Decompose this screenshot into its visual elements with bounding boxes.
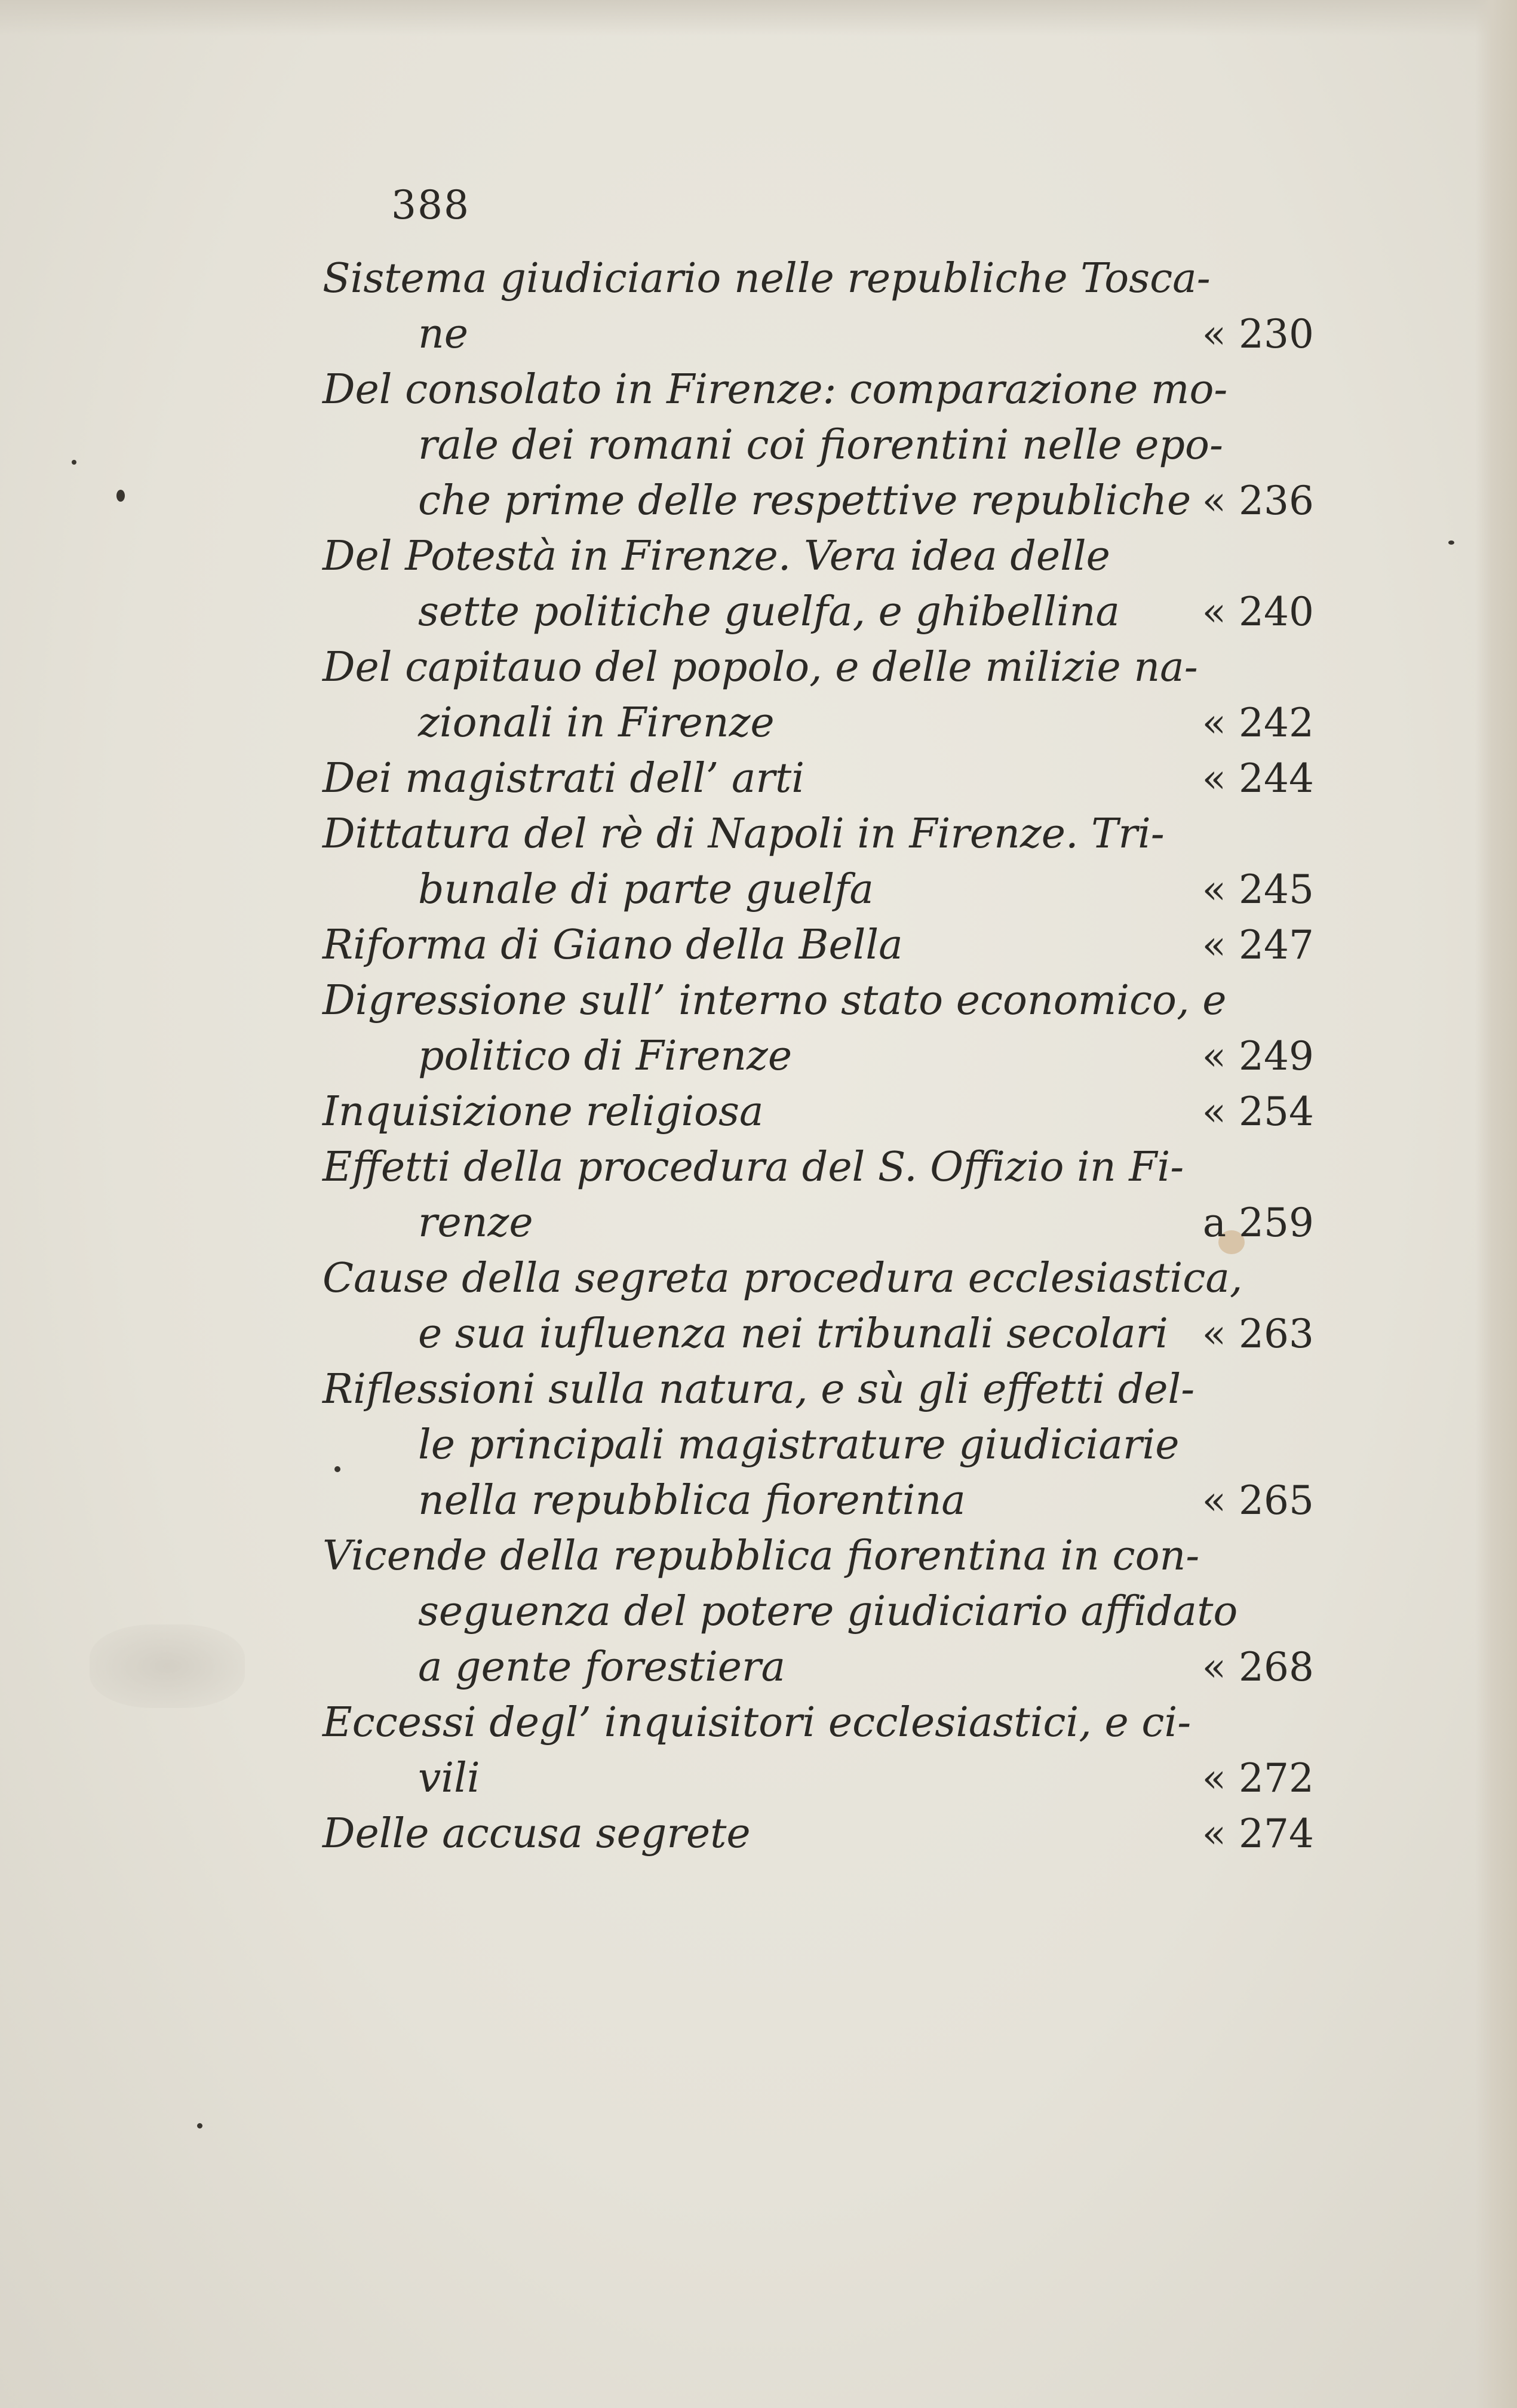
toc-page-reference: « 263 <box>1202 1311 1314 1357</box>
page-edge-shadow <box>1475 0 1517 2408</box>
toc-entry-text: Effetti della procedura del S. Offizio in Fi- <box>323 1144 1184 1191</box>
toc-entry <box>323 751 1314 806</box>
toc-entry-text: Dittatura del rè di Napoli in Firenze. Tri- <box>323 810 1165 858</box>
toc-entry-line <box>323 362 1314 417</box>
toc-entry-text: Cause della segreta procedura ecclesiastica, <box>323 1255 1243 1302</box>
toc-entry-text: che prime delle respettive republiche <box>418 477 1192 524</box>
toc-entry-text: zionali in Firenze <box>418 699 775 747</box>
toc-page-reference: « 254 <box>1202 1089 1314 1135</box>
toc-entry-line <box>323 751 1314 806</box>
toc-entry-line <box>323 1084 1314 1140</box>
toc-entry-line <box>323 1528 1314 1584</box>
toc-entry-line <box>323 973 1314 1028</box>
toc-entry-line <box>323 1306 1314 1362</box>
toc-entry <box>323 529 1314 640</box>
toc-entry-text: le principali magistrature giudiciarie <box>418 1421 1180 1469</box>
toc-page-reference: « 245 <box>1202 867 1314 913</box>
toc-entry-text: Riforma di Giano della Bella <box>323 922 903 969</box>
toc-entry-text: politico di Firenze <box>418 1033 793 1080</box>
table-of-contents <box>323 251 1314 1862</box>
toc-entry-line <box>323 695 1314 751</box>
toc-entry-text: nella repubblica fiorentina <box>418 1477 966 1524</box>
toc-entry <box>323 1528 1314 1695</box>
toc-entry-line <box>323 640 1314 695</box>
toc-entry-line <box>323 862 1314 917</box>
toc-entry-line <box>323 917 1314 973</box>
paper-stain <box>90 1624 245 1708</box>
toc-entry-text: a gente forestiera <box>418 1644 786 1691</box>
toc-entry-text: vili <box>418 1755 480 1802</box>
toc-entry-line <box>323 473 1314 529</box>
toc-page-reference: a 259 <box>1202 1200 1314 1246</box>
toc-entry-line <box>323 1695 1314 1750</box>
ink-speck <box>197 2123 202 2128</box>
toc-entry-text: Riflessioni sulla natura, e sù gli effetti del- <box>323 1366 1195 1413</box>
toc-entry <box>323 973 1314 1084</box>
toc-entry-text: Digressione sull’ interno stato economico, e <box>323 977 1227 1024</box>
toc-entry <box>323 1362 1314 1528</box>
toc-entry-text: Eccessi degl’ inquisitori ecclesiastici, e ci- <box>323 1699 1192 1746</box>
toc-page-reference: « 242 <box>1202 700 1314 746</box>
toc-page-reference: « 247 <box>1202 922 1314 968</box>
toc-page-reference: « 268 <box>1202 1644 1314 1690</box>
toc-entry-line <box>323 1473 1314 1528</box>
toc-entry <box>323 806 1314 917</box>
toc-entry-text: sette politiche guelfa, e ghibellina <box>418 588 1120 635</box>
toc-entry-text: seguenza del potere giudiciario affidato <box>418 1588 1238 1635</box>
toc-page-reference: « 236 <box>1202 478 1314 524</box>
toc-entry-text: Del consolato in Firenze: comparazione mo- <box>323 366 1228 413</box>
toc-entry-text: bunale di parte guelfa <box>418 866 874 913</box>
toc-entry-line <box>323 1140 1314 1195</box>
toc-entry <box>323 1695 1314 1806</box>
toc-entry <box>323 917 1314 973</box>
toc-entry-text: rale dei romani coi fiorentini nelle epo- <box>418 422 1223 469</box>
toc-entry-text: Del capitauo del popolo, e delle milizie na- <box>323 644 1198 691</box>
page-top-shadow <box>0 0 1517 36</box>
toc-entry-line <box>323 417 1314 473</box>
toc-page-reference: « 244 <box>1202 755 1314 801</box>
page-number: 388 <box>391 182 470 228</box>
toc-entry-line <box>323 1251 1314 1306</box>
toc-entry <box>323 1251 1314 1362</box>
toc-entry <box>323 1084 1314 1140</box>
ink-speck <box>1448 540 1454 545</box>
toc-entry-line <box>323 529 1314 584</box>
toc-entry-text: Del Potestà in Firenze. Vera idea delle <box>323 533 1110 580</box>
toc-entry-line <box>323 251 1314 306</box>
toc-page-reference: « 249 <box>1202 1033 1314 1079</box>
toc-entry-line <box>323 1584 1314 1639</box>
toc-entry-line <box>323 1806 1314 1862</box>
toc-entry-line <box>323 584 1314 640</box>
toc-entry-line <box>323 1362 1314 1417</box>
toc-page-reference: « 274 <box>1202 1811 1314 1857</box>
ink-speck <box>116 490 125 502</box>
toc-entry-text: Delle accusa segrete <box>323 1810 751 1857</box>
toc-entry-line <box>323 1417 1314 1473</box>
toc-entry <box>323 362 1314 529</box>
toc-page-reference: « 240 <box>1202 589 1314 635</box>
toc-page-reference: « 272 <box>1202 1755 1314 1801</box>
ink-speck <box>72 460 76 465</box>
toc-entry <box>323 640 1314 751</box>
toc-entry-text: Inquisizione religiosa <box>323 1088 764 1135</box>
toc-entry-line <box>323 1750 1314 1806</box>
toc-entry-text: renze <box>418 1199 533 1246</box>
toc-entry-line <box>323 1195 1314 1251</box>
toc-entry-text: e sua iufluenza nei tribunali secolari <box>418 1310 1168 1357</box>
toc-page-reference: « 265 <box>1202 1478 1314 1524</box>
toc-entry-line <box>323 1028 1314 1084</box>
toc-entry-line <box>323 306 1314 362</box>
toc-entry-text: Dei magistrati dell’ arti <box>323 755 805 802</box>
toc-entry-text: Vicende della repubblica fiorentina in con- <box>323 1532 1200 1580</box>
toc-entry <box>323 251 1314 362</box>
toc-entry-line <box>323 806 1314 862</box>
toc-entry <box>323 1806 1314 1862</box>
toc-entry-line <box>323 1639 1314 1695</box>
toc-entry <box>323 1140 1314 1251</box>
toc-entry-text: ne <box>418 311 469 358</box>
toc-entry-text: Sistema giudiciario nelle republiche Tosca- <box>323 255 1211 302</box>
toc-page-reference: « 230 <box>1202 311 1314 357</box>
